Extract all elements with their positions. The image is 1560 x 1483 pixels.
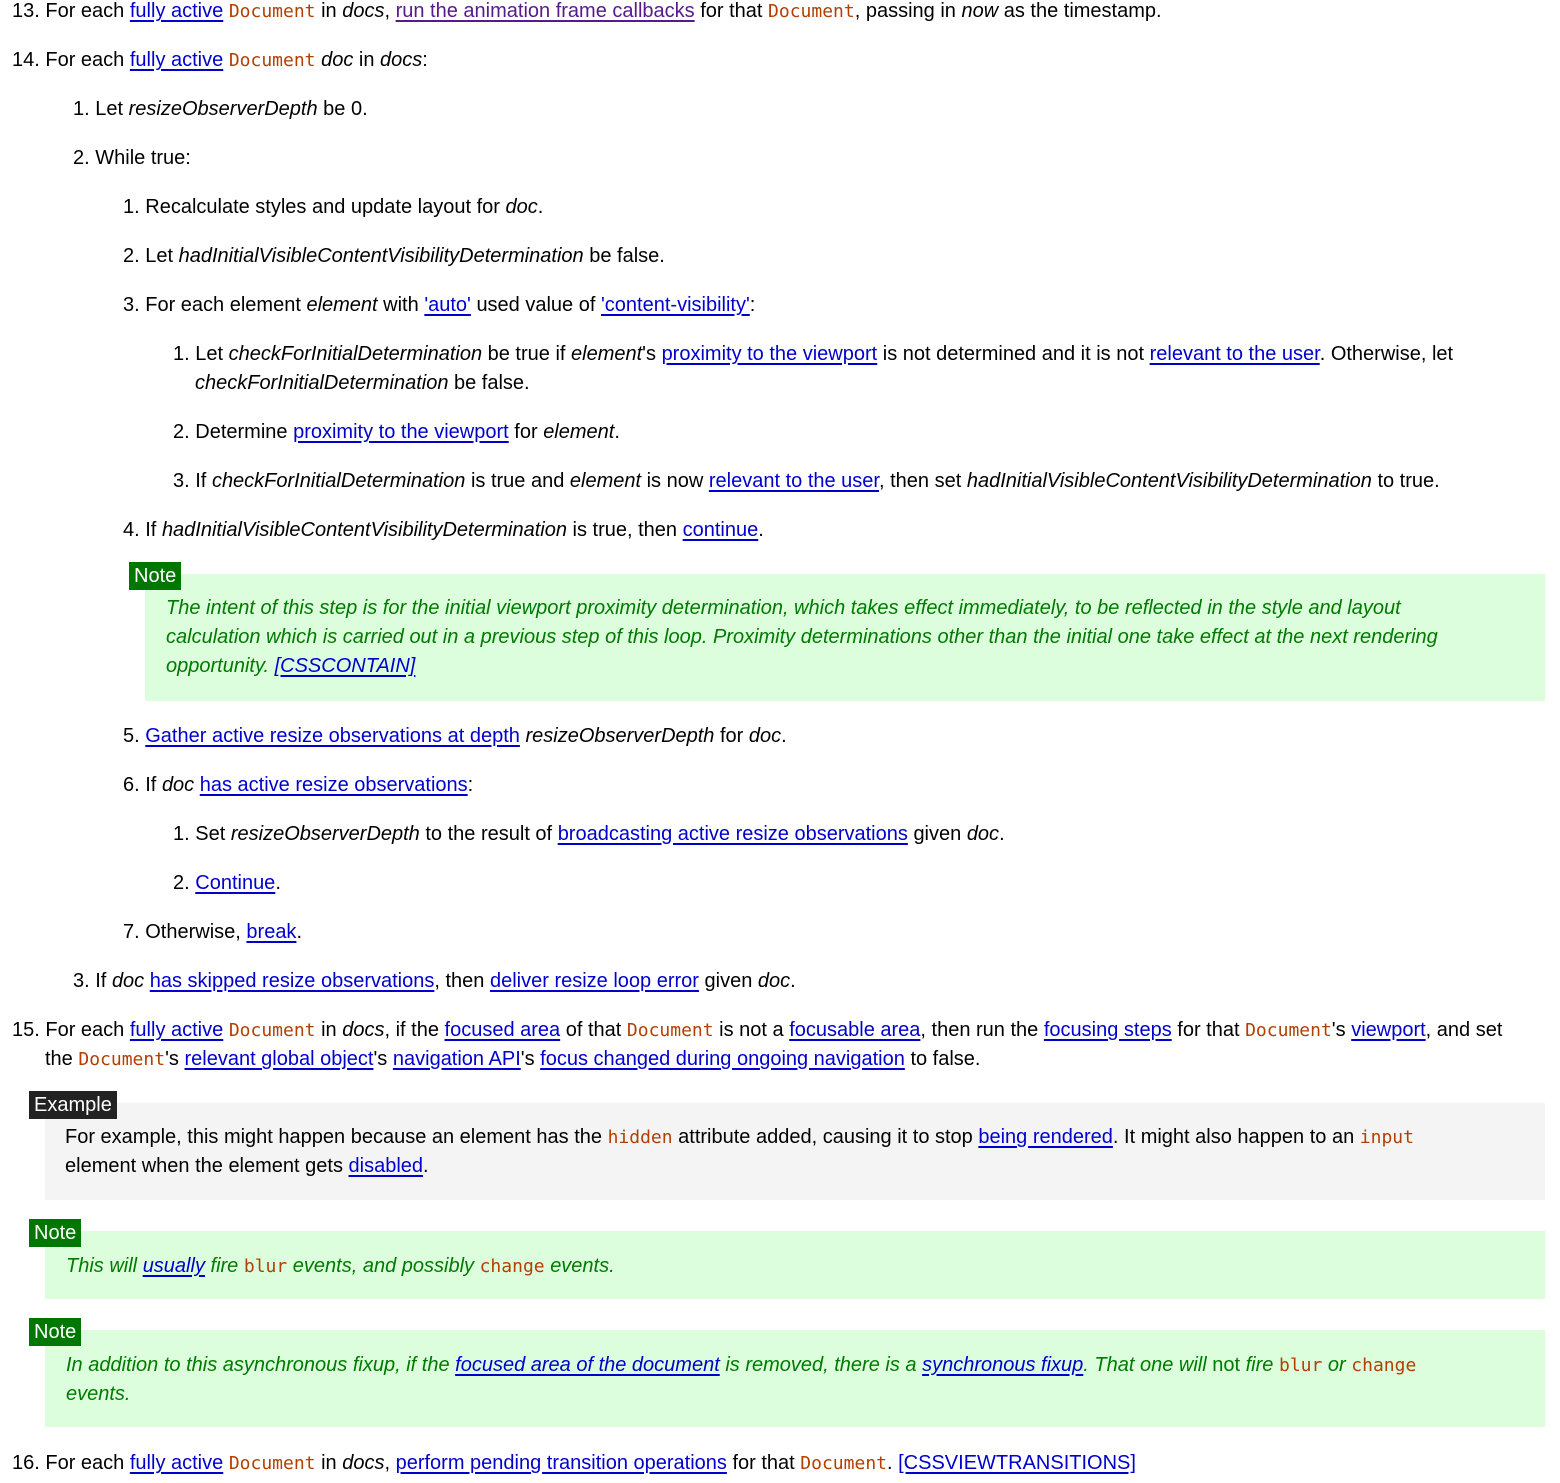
note-label: Note <box>129 562 181 590</box>
code-change: change <box>479 1256 545 1277</box>
step-13: 13. For each fully active Document in docs, run the animation frame callbacks for that Document, passing in now as the timestamp. <box>12 0 1162 22</box>
step-14-2-1: 1. Recalculate styles and update layout for doc. <box>123 196 544 218</box>
step-14-3: 3. If doc has skipped resize observations, then deliver resize loop error given doc. <box>73 970 796 992</box>
step-14-2-6-2: 2. Continue. <box>173 872 281 894</box>
link-proximity-to-the-viewport[interactable]: proximity to the viewport <box>661 343 878 365</box>
link-fully-active[interactable]: fully active <box>129 1019 224 1041</box>
code-document: Document <box>228 1453 316 1474</box>
step-15: 15. For each fully active Document in docs, if the focused area of that Document is not a focusable area, then run the focusing steps for that Document's viewport, and set the Document's relevant global object's navigation API's focus changed during ongoing navigation to false. <box>12 1019 1503 1070</box>
note-label: Note <box>29 1318 81 1346</box>
link-perform-pending-transition-operations[interactable]: perform pending transition operations <box>395 1452 727 1474</box>
link-focusing-steps[interactable]: focusing steps <box>1043 1019 1172 1041</box>
link-has-skipped-resize-observations[interactable]: has skipped resize observations <box>149 970 435 992</box>
link-cssviewtransitions[interactable]: [CSSVIEWTRANSITIONS] <box>898 1452 1136 1474</box>
note-box: In addition to this asynchronous fixup, if the focused area of the document is removed, there is a synchronous fixup. That one will not fire blur or change events. <box>45 1330 1545 1427</box>
code-document: Document <box>768 1 855 22</box>
link-continue[interactable]: Continue <box>195 872 276 894</box>
link-fully-active[interactable]: fully active <box>129 0 224 22</box>
note-text-line: calculation which is carried out in a previous step of this loop. Proximity determinations other than the initial one take effect at the next rendering <box>166 626 1438 648</box>
link-proximity-to-the-viewport[interactable]: proximity to the viewport <box>293 421 509 443</box>
code-document: Document <box>228 1020 316 1041</box>
code-document: Document <box>800 1453 887 1474</box>
link-fully-active[interactable]: fully active <box>129 1452 224 1474</box>
step-16: 16. For each fully active Document in docs, perform pending transition operations for that Document. [CSSVIEWTRANSITIONS] <box>12 1452 1136 1474</box>
link-usually[interactable]: usually <box>142 1255 205 1277</box>
link-focused-area[interactable]: focused area <box>444 1019 561 1041</box>
step-14-2-3-3: 3. If checkForInitialDetermination is true and element is now relevant to the user, then set hadInitialVisibleContentVisibilityDetermination to true. <box>173 470 1440 492</box>
step-14-2-3-2: 2. Determine proximity to the viewport for element. <box>173 421 620 443</box>
link-run-animation-frame-callbacks[interactable]: run the animation frame callbacks <box>395 0 695 22</box>
link-disabled[interactable]: disabled <box>348 1155 424 1177</box>
code-blur: blur <box>1278 1355 1323 1376</box>
note-text-line: The intent of this step is for the initial viewport proximity determination, which takes effect immediately, to be reflected in the style and layout <box>166 597 1401 619</box>
link-break[interactable]: break <box>246 921 297 943</box>
step-14-2: 2. While true: <box>73 147 191 169</box>
example-label: Example <box>29 1091 117 1119</box>
link-navigation-api[interactable]: navigation API <box>392 1048 521 1070</box>
link-focusable-area[interactable]: focusable area <box>789 1019 921 1041</box>
note-text-line: opportunity. [CSSCONTAIN] <box>166 655 416 677</box>
code-document: Document <box>626 1020 714 1041</box>
code-document: Document <box>228 50 316 71</box>
step-14-2-4: 4. If hadInitialVisibleContentVisibilityDetermination is true, then continue. <box>123 519 764 541</box>
step-14-1: 1. Let resizeObserverDepth be 0. <box>73 98 368 120</box>
link-broadcasting-active-resize-observations[interactable]: broadcasting active resize observations <box>557 823 908 845</box>
example-box: For example, this might happen because an element has the hidden attribute added, causing it to stop being rendered. It might also happen to an input element when the element gets disabled. <box>45 1103 1545 1200</box>
code-document: Document <box>1245 1020 1332 1041</box>
step-14-2-3: 3. For each element element with 'auto' used value of 'content-visibility': <box>123 294 756 316</box>
code-change: change <box>1351 1355 1417 1376</box>
link-synchronous-fixup[interactable]: synchronous fixup <box>922 1354 1084 1376</box>
link-continue[interactable]: continue <box>682 519 759 541</box>
link-relevant-to-the-user[interactable]: relevant to the user <box>708 470 879 492</box>
link-focused-area-of-the-document[interactable]: focused area of the document <box>455 1354 720 1376</box>
step-14-2-6-1: 1. Set resizeObserverDepth to the result of broadcasting active resize observations given doc. <box>173 823 1005 845</box>
link-deliver-resize-loop-error[interactable]: deliver resize loop error <box>489 970 699 992</box>
link-focus-changed-during-ongoing-navigation[interactable]: focus changed during ongoing navigation <box>540 1048 905 1070</box>
step-14-2-5: 5. Gather active resize observations at depth resizeObserverDepth for doc. <box>123 725 787 747</box>
link-fully-active[interactable]: fully active <box>129 49 224 71</box>
step-14-2-7: 7. Otherwise, break. <box>123 921 302 943</box>
code-blur: blur <box>243 1256 288 1277</box>
code-document: Document <box>78 1049 166 1070</box>
step-14-2-3-1: 1. Let checkForInitialDetermination be true if element's proximity to the viewport is not determined and it is not relevant to the user. Otherwise, let checkForInitialDetermination be false. <box>173 343 1454 394</box>
note-box <box>145 574 1545 701</box>
link-relevant-to-the-user[interactable]: relevant to the user <box>1149 343 1320 365</box>
code-document: Document <box>228 1 316 22</box>
step-14: 14. For each fully active Document doc in docs: <box>12 49 428 71</box>
link-viewport[interactable]: viewport <box>1351 1019 1426 1041</box>
note-box: This will usually fire blur events, and possibly change events. <box>45 1231 1545 1299</box>
step-14-2-2: 2. Let hadInitialVisibleContentVisibilityDetermination be false. <box>123 245 665 267</box>
link-auto[interactable]: 'auto' <box>424 294 471 316</box>
link-relevant-global-object[interactable]: relevant global object <box>184 1048 374 1070</box>
code-input: input <box>1359 1127 1414 1148</box>
link-gather-active-resize-observations[interactable]: Gather active resize observations at depth <box>145 725 520 747</box>
step-14-2-6: 6. If doc has active resize observations: <box>123 774 474 796</box>
code-hidden: hidden <box>607 1127 673 1148</box>
note-label: Note <box>29 1219 81 1247</box>
link-has-active-resize-observations[interactable]: has active resize observations <box>199 774 468 796</box>
link-being-rendered[interactable]: being rendered <box>978 1126 1113 1148</box>
link-content-visibility[interactable]: 'content-visibility' <box>600 294 750 316</box>
link-csscontain[interactable]: [CSSCONTAIN] <box>274 655 416 677</box>
